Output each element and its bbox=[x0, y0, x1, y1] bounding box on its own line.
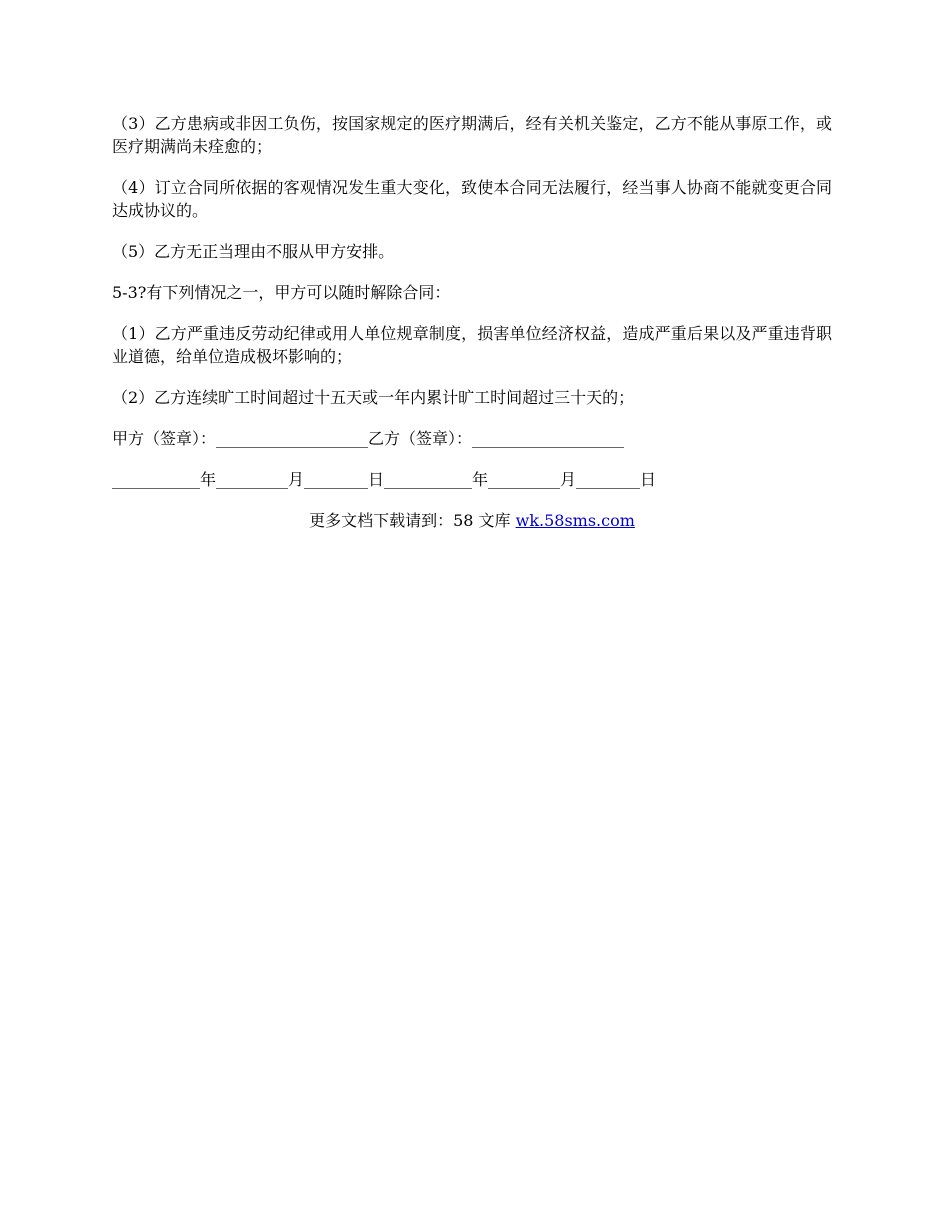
footer bbox=[112, 509, 832, 532]
section-heading-5-3: 5-3?有下列情况之一，甲方可以随时解除合同： bbox=[112, 283, 451, 302]
clause-paragraph-2: （2）乙方连续旷工时间超过十五天或一年内累计旷工时间超过三十天的； bbox=[112, 388, 635, 407]
clause-paragraph-5: （5）乙方无正当理由不服从甲方安排。 bbox=[112, 242, 395, 261]
signature-line: 甲方（签章）：___________________乙方（签章）：___________________ bbox=[112, 429, 625, 448]
footer-link[interactable]: wk.58sms.com bbox=[515, 511, 635, 530]
clause-paragraph-3: （3）乙方患病或非因工负伤，按国家规定的医疗期满后，经有关机关鉴定，乙方不能从事原工作，或医疗期满尚未痊愈的； bbox=[112, 114, 832, 156]
date-line: ___________年_________月________日___________年_________月________日 bbox=[112, 470, 657, 489]
clause-paragraph-1: （1）乙方严重违反劳动纪律或用人单位规章制度，损害单位经济权益，造成严重后果以及严重违背职业道德，给单位造成极坏影响的； bbox=[112, 324, 832, 366]
document-page bbox=[112, 112, 832, 532]
clause-paragraph-4: （4）订立合同所依据的客观情况发生重大变化，致使本合同无法履行，经当事人协商不能就变更合同达成协议的。 bbox=[112, 178, 832, 220]
footer-prefix: 更多文档下载请到：58 文库 bbox=[309, 511, 516, 530]
